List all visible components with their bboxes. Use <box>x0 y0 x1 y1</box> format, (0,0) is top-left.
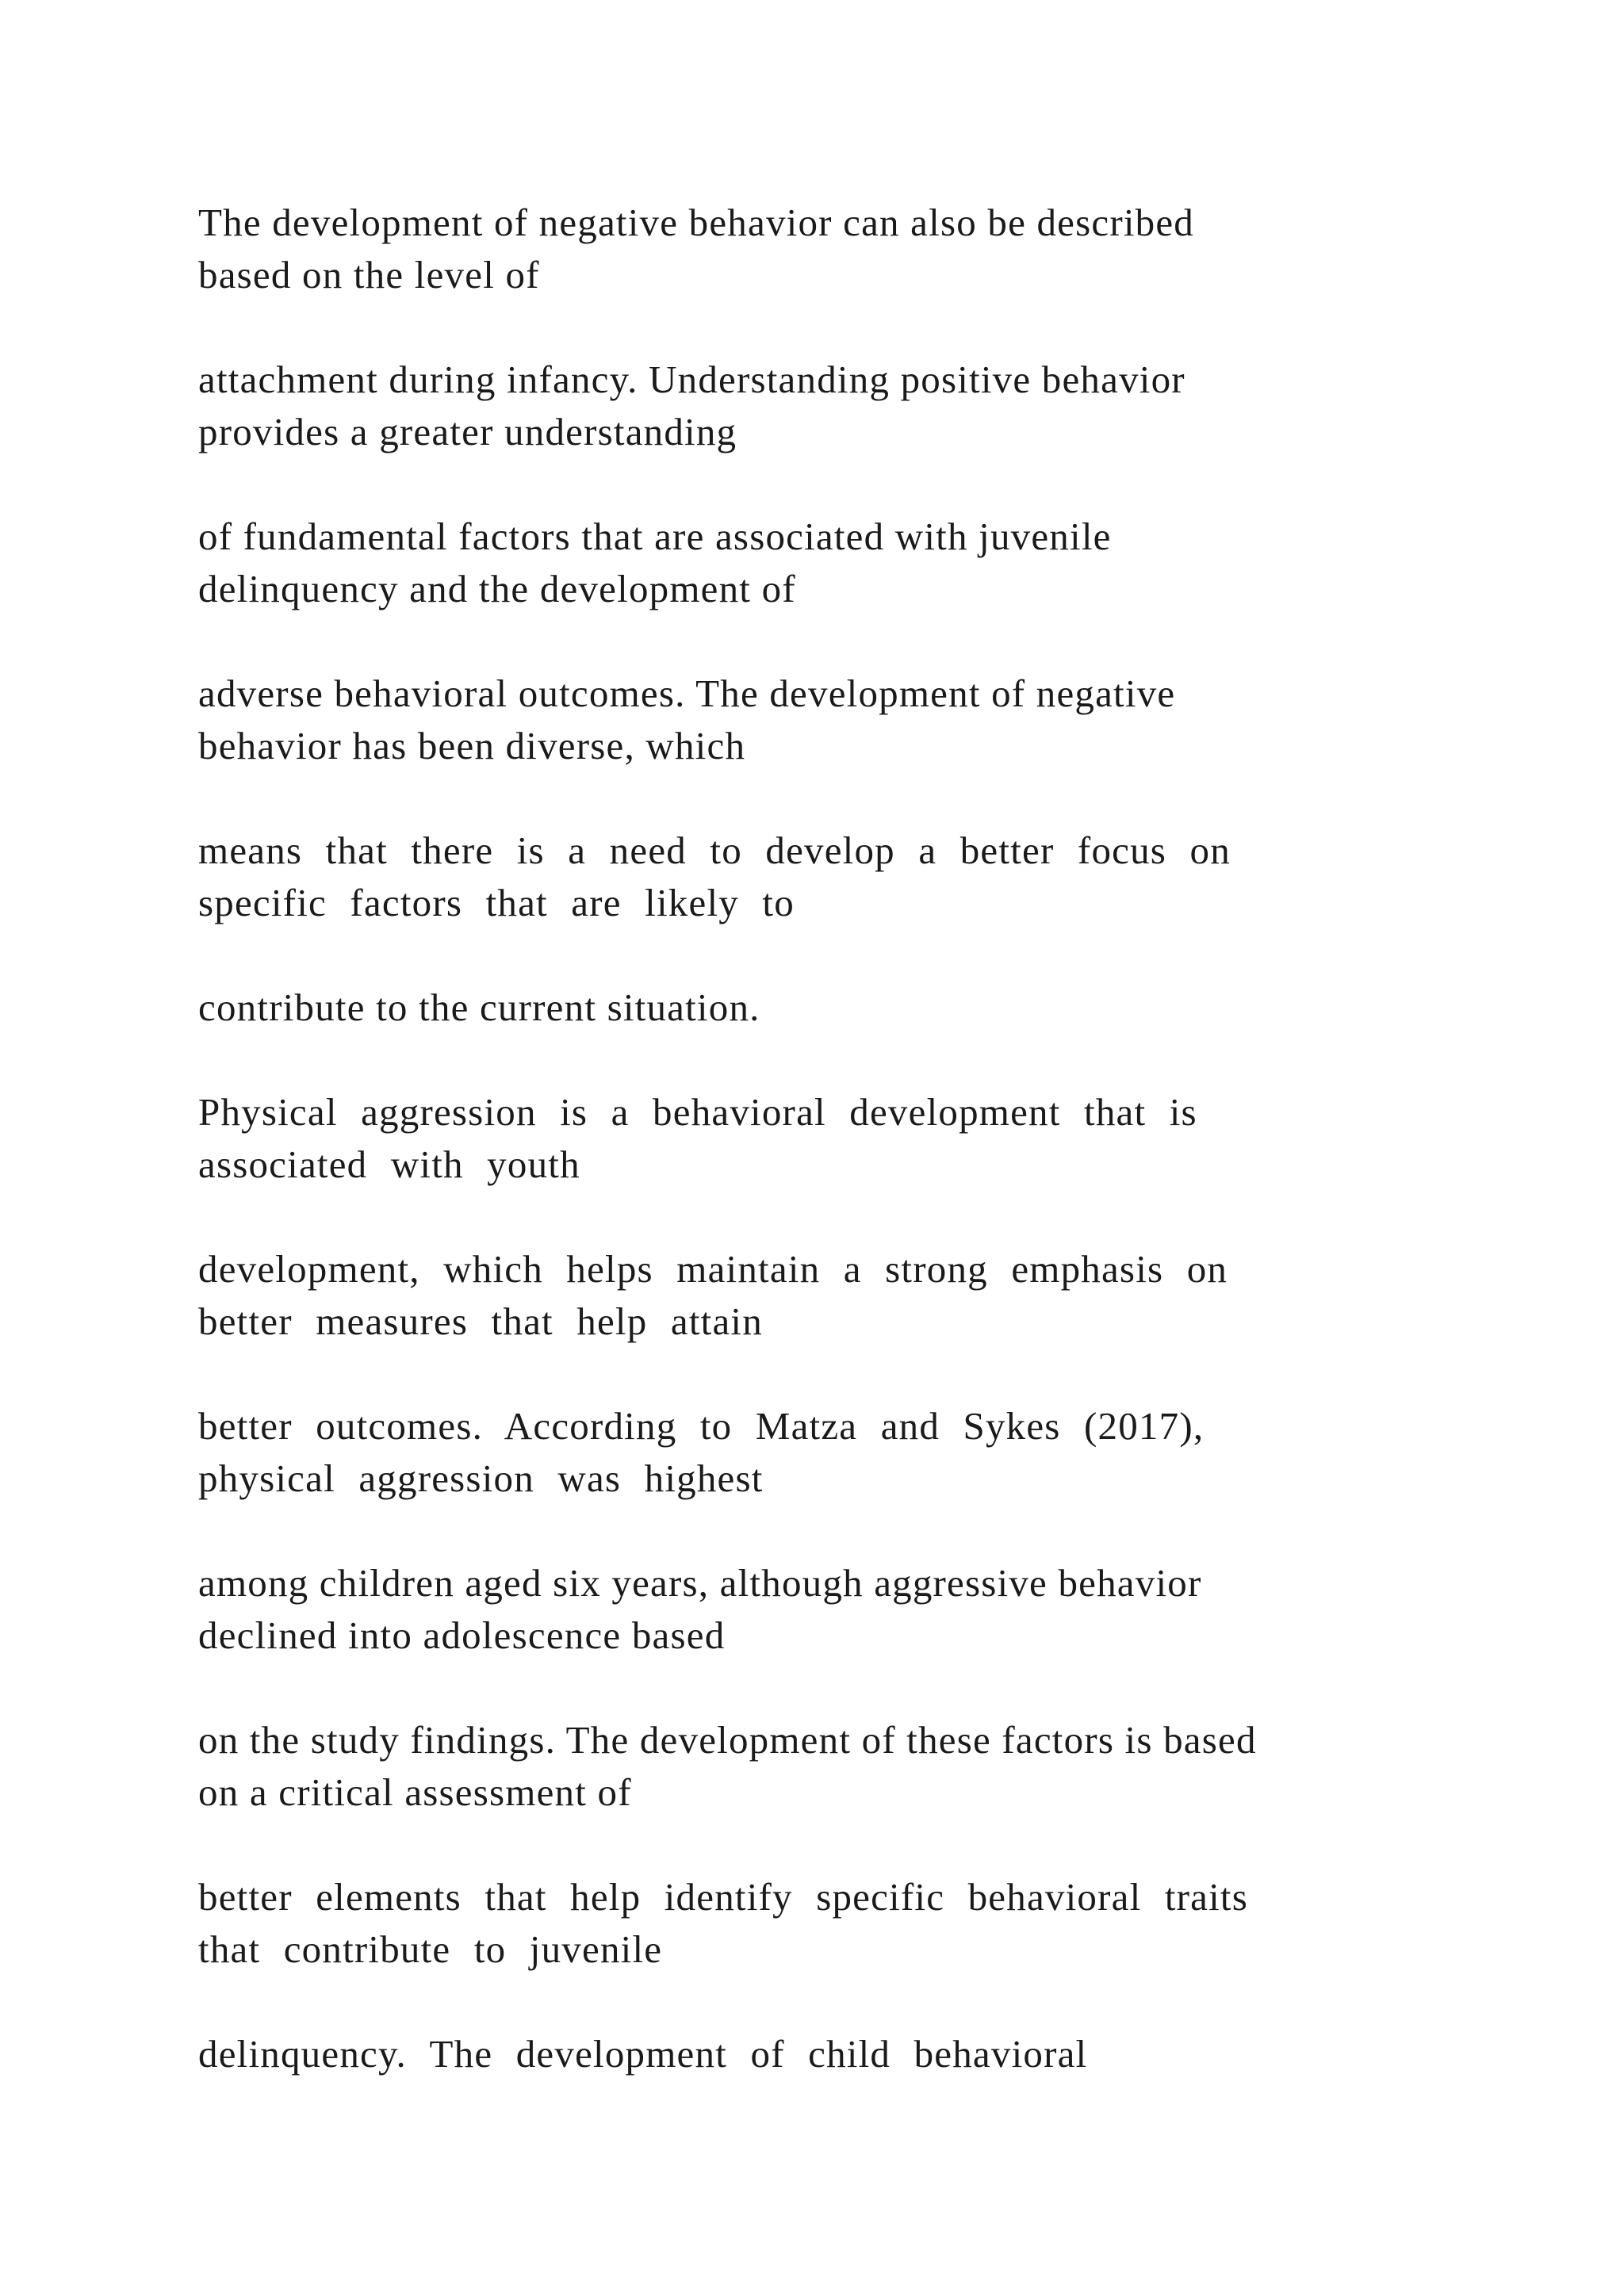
paragraph-10 <box>198 1557 1515 1662</box>
text-line: means that there is a need to develop a better focus on <box>198 828 1231 872</box>
text-line: adverse behavioral outcomes. The development of negative <box>198 672 1176 715</box>
text-line: that contribute to juvenile <box>198 1927 663 1971</box>
paragraph-12 <box>198 1871 1515 1976</box>
text-line: specific factors that are likely to <box>198 881 795 924</box>
paragraph-9 <box>198 1400 1515 1505</box>
paragraph-13 <box>198 2028 1515 2080</box>
text-line: on the study findings. The development of these factors is based <box>198 1718 1257 1762</box>
paragraph-4 <box>198 668 1515 772</box>
text-line: development, which helps maintain a strong emphasis on <box>198 1247 1228 1291</box>
paragraph-7 <box>198 1086 1515 1191</box>
text-line: better elements that help identify specific behavioral traits <box>198 1875 1249 1919</box>
text-line: behavior has been diverse, which <box>198 724 746 767</box>
text-line: attachment during infancy. Understanding positive behavior <box>198 358 1185 401</box>
text-line: delinquency and the development of <box>198 567 796 610</box>
text-line: among children aged six years, although aggressive behavior <box>198 1561 1202 1605</box>
text-line: delinquency. The development of child behavioral <box>198 2032 1088 2076</box>
text-line: based on the level of <box>198 253 540 297</box>
paragraph-8 <box>198 1243 1515 1348</box>
paragraph-11 <box>198 1714 1515 1819</box>
text-line: The development of negative behavior can also be described <box>198 201 1195 244</box>
text-line: of fundamental factors that are associated with juvenile <box>198 515 1112 558</box>
text-line: better measures that help attain <box>198 1299 763 1343</box>
text-line: better outcomes. According to Matza and Sykes (2017), <box>198 1404 1205 1448</box>
text-line: Physical aggression is a behavioral development that is <box>198 1090 1197 1134</box>
text-line: contribute to the current situation. <box>198 985 760 1029</box>
text-line: physical aggression was highest <box>198 1456 764 1500</box>
paragraph-1 <box>198 197 1515 301</box>
text-line: provides a greater understanding <box>198 410 737 453</box>
paragraph-5 <box>198 825 1515 929</box>
paragraph-6 <box>198 982 1515 1034</box>
text-line: on a critical assessment of <box>198 1770 632 1814</box>
paragraph-3 <box>198 511 1515 615</box>
text-line: associated with youth <box>198 1142 580 1186</box>
text-line: declined into adolescence based <box>198 1613 726 1657</box>
paragraph-2 <box>198 354 1515 458</box>
document-body <box>198 197 1515 2133</box>
